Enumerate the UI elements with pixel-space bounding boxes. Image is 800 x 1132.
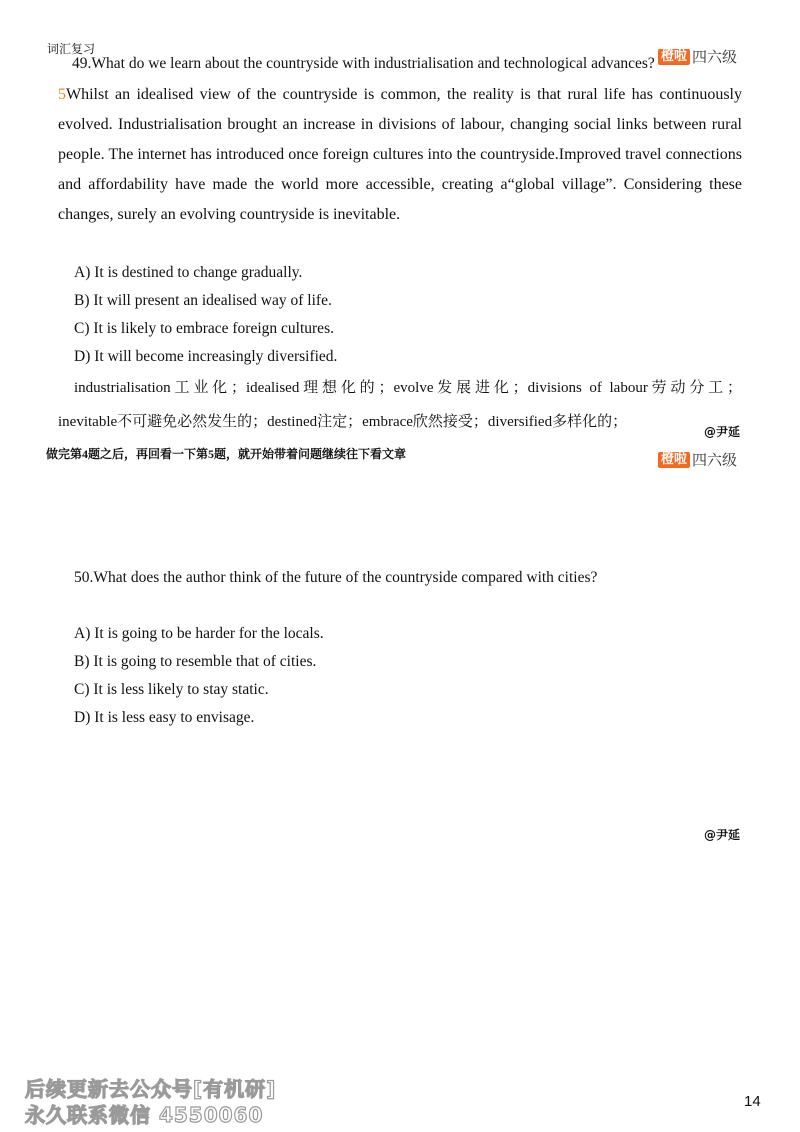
q50-option-b: B) It is going to resemble that of cities. (74, 653, 317, 670)
watermark-line-2: 永久联系微信 4550060 (25, 1103, 264, 1127)
vocab-notes-line-2: inevitable不可避免必然发生的；destined注定；embrace欣然接受；diversified多样化的； (58, 414, 628, 430)
q50-option-a: A) It is going to be harder for the locals. (74, 625, 324, 642)
q49-option-b: B) It will present an idealised way of life. (74, 292, 332, 309)
q49-option-a: A) It is destined to change gradually. (74, 264, 303, 281)
author-credit: @尹延 (704, 425, 741, 439)
q49-option-c: C) It is likely to embrace foreign cultures. (74, 320, 334, 337)
section-tag: 词汇复习 (47, 42, 96, 56)
author-credit: @尹延 (704, 828, 741, 842)
vocab-notes-line-1: industrialisation工业化；idealised理想化的；evolve发展进化；divisions of labour劳动分工； (74, 380, 742, 396)
brand-level: 四六级 (692, 451, 738, 469)
q49-option-d: D) It will become increasingly diversified. (74, 348, 338, 365)
brand-level: 四六级 (692, 48, 738, 66)
q50-option-c: C) It is less likely to stay static. (74, 681, 269, 698)
question-50: 50.What does the author think of the future of the countryside compared with cities? (74, 569, 598, 586)
question-49: 49.What do we learn about the countryside with industrialisation and technological advances? (72, 55, 655, 72)
page-number: 14 (744, 1093, 761, 1110)
brand-logo (658, 449, 737, 470)
brand-badge: 橙啦 (658, 49, 690, 65)
passage-text: Whilst an idealised view of the countryside is common, the reality is that rural life has continuously evolved. Industrialisation brought an increase in divisions of labour, changing social links between rural people. The internet has introduced once foreign cultures into the countryside.Improved travel connections and affordability have made the world more accessible, creating a“global village”. Considering these changes, surely an evolving countryside is inevitable. (58, 86, 742, 223)
brand-badge: 橙啦 (658, 452, 690, 468)
paragraph-number: 5 (58, 86, 66, 103)
q50-option-d: D) It is less easy to envisage. (74, 709, 255, 726)
watermark-line-1: 后续更新去公众号[有机研] (25, 1077, 277, 1101)
passage-paragraph-5 (58, 80, 742, 230)
instruction-note: 做完第4题之后，再回看一下第5题，就开始带着问题继续往下看文章 (46, 447, 407, 461)
